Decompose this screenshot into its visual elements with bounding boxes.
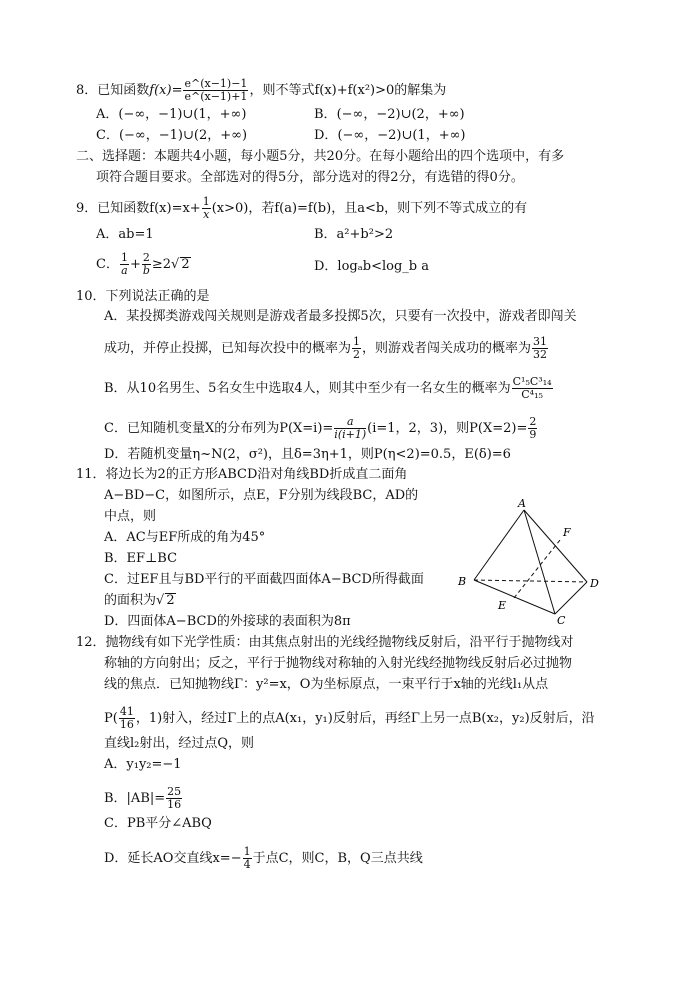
q8-fx: f(x)=: [149, 83, 183, 98]
q10-stem: 10．下列说法正确的是: [76, 289, 210, 304]
q8-option-d: D．(−∞，−2)∪(1，+∞): [314, 128, 466, 143]
label-c: C: [557, 614, 566, 626]
q12-stem-line4: P( $\frac{41}{16}$ ，1)射入，经过Γ上的点A(x₁，y₁)反射后，再经Γ上另一点B(x₂，y₂)反射后，沿: [104, 705, 595, 731]
q8-frac-num: e^(x−1)−1: [184, 77, 248, 90]
section-2-heading-cont: 项符合题目要求。全部选对的得5分，部分选对的得2分，有选错的得0分。: [96, 170, 524, 185]
q8-stem: [76, 78, 446, 103]
q12-stem-line3: 线的焦点．已知抛物线Γ：y²=x，O为坐标原点，一束平行于x轴的光线l₁从点: [104, 677, 549, 692]
q12-option-b: B．|AB|= $\frac{25}{16}$: [104, 785, 182, 811]
q9-option-b: B．a²+b²>2: [314, 227, 394, 242]
sqrt-symbol: √: [171, 257, 180, 272]
q10-option-d: D．若随机变量η~N(2，σ²)，且δ=3η+1，则P(η<2)=0.5，E(δ)=6: [104, 447, 511, 462]
q8-option-b: B．(−∞，−2)∪(2，+∞): [314, 107, 465, 122]
label-d: D: [590, 577, 599, 590]
q10-option-a-line2: 成功，并停止投掷，已知每次投中的概率为 $\frac{1}{2}$ ，则游戏者闯关成功的概率为 $\frac{31}{32}$: [104, 335, 548, 361]
q11-option-d: D．四面体A−BCD的外接球的表面积为8π: [104, 614, 351, 629]
section-2-heading: 二、选择题：本题共4小题，每小题5分，共20分。在每小题给出的四个选项中，有多: [76, 149, 565, 164]
label-a: A: [518, 497, 526, 510]
q8-option-c: C．(−∞，−1)∪(2，+∞): [96, 128, 248, 143]
q8-lead: 已知函数: [97, 83, 150, 98]
q11-stem-line2: A−BD−C，如图所示，点E，F分别为线段BC，AD的: [104, 488, 419, 503]
q10-option-b: B．从10名男生、5名女生中选取4人，则其中至少有一名女生的概率为 $\frac{\text{C¹₅C³₁₄}}{\text{C⁴₁₅}}$: [104, 375, 552, 401]
q12-stem-line2: 称轴的方向射出；反之，平行于抛物线对称轴的入射光线经抛物线反射后必过抛物: [104, 656, 573, 671]
edge-cd: [555, 582, 587, 614]
q11-option-c-line1: C．过EF且与BD平行的平面截四面体A−BCD所得截面: [104, 572, 424, 587]
q12-option-c: C．PB平分∠ABQ: [104, 816, 212, 831]
q12-option-a: A．y₁y₂=−1: [104, 757, 182, 772]
label-e: E: [498, 599, 507, 612]
q9-fraction: $\frac{1}{x}$: [202, 195, 210, 221]
q12-stem-line5: 直线l₂射出，经过点Q，则: [104, 736, 255, 751]
edge-ab: [474, 510, 524, 580]
q11-stem-line3: 中点，则: [104, 509, 157, 524]
q11-option-c-line2: 的面积为√ 2: [104, 593, 175, 608]
q10-option-c: C．已知随机变量X的分布列为P(X=i)= $\frac{a}{i(i+1)}$ (i=1，2，3)，则P(X=2)= $\frac{2}{9}$: [104, 415, 537, 441]
label-f: F: [563, 526, 571, 539]
label-b: B: [458, 575, 467, 588]
q8-fraction: [183, 78, 248, 103]
q12-option-d: D．延长AO交直线x=− $\frac{1}{4}$ 于点C，则C，B，Q三点共线: [104, 845, 423, 871]
q8-frac-den: e^(x−1)+1: [184, 90, 248, 103]
q11-option-a: A．AC与EF所成的角为45°: [104, 530, 266, 545]
q8-number: 8．: [76, 83, 98, 98]
q9-option-c: C． $\frac{1}{a}$ + $\frac{2}{b}$ ≥2√ 2: [96, 251, 190, 277]
edge-bd-hidden: [474, 580, 587, 582]
tetrahedron-figure: [452, 496, 602, 626]
q12-stem-line1: 12．抛物线有如下光学性质：由其焦点射出的光线经抛物线反射后，沿平行于抛物线对: [76, 635, 574, 650]
q11-stem-line1: 11．将边长为2的正方形ABCD沿对角线BD折成直二面角: [76, 467, 408, 482]
q9-option-a: A．ab=1: [96, 227, 154, 242]
q8-option-a: A．(−∞，−1)∪(1，+∞): [96, 107, 247, 122]
segment-ef-hidden: [514, 540, 560, 598]
q9-option-d: D．logₐb<log_b a: [314, 259, 429, 274]
q9-stem: 9．已知函数f(x)=x+ $\frac{1}{x}$ (x>0)，若f(a)=f(b)，且a<b，则下列不等式成立的有: [76, 195, 528, 221]
q8-tail: ，则不等式f(x)+f(x²)>0的解集为: [249, 83, 447, 98]
edge-ac: [524, 510, 555, 614]
q11-option-b: B．EF⊥BC: [104, 551, 178, 566]
q10-option-a-line1: A．某投掷类游戏闯关规则是游戏者最多投掷5次，只要有一次投中，游戏者即闯关: [104, 309, 577, 324]
